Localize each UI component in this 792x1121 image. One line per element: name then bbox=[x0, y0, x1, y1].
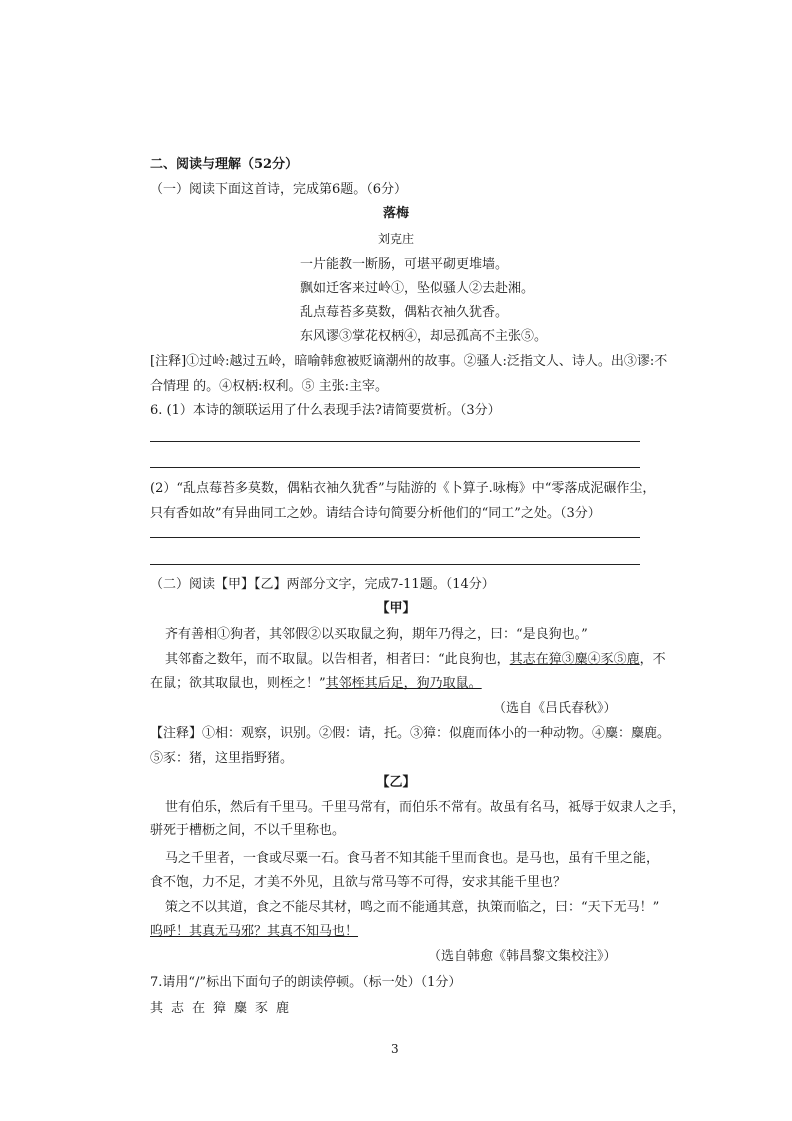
question-7: 7.请用“/”标出下面句子的朗读停顿。（标一处）（1分） bbox=[150, 975, 462, 990]
yi-paragraph-1-line2: 骈死于槽枥之间，不以千里称也。 bbox=[150, 823, 346, 838]
yi-paragraph-2-line1: 马之千里者，一食或尽粟一石。食马者不知其能千里而食也。是马也，虽有千里之能， bbox=[165, 851, 660, 866]
answer-line[interactable] bbox=[150, 467, 640, 468]
section-heading: 二、阅读与理解（52分） bbox=[150, 157, 299, 172]
jia-text: 在鼠；欲其取鼠也，则桎之！” bbox=[150, 676, 326, 691]
poem-notes-line2: 合情理 的。④权柄:权利。⑤ 主张:主宰。 bbox=[150, 379, 389, 394]
jia-notes-line1: 【注释】①相：观察，识别。②假：请，托。③獐：似鹿而体小的一种动物。④麋：麋鹿。 bbox=[150, 726, 671, 741]
part2-instruction: （二）阅读【甲】【乙】两部分文字，完成7-11题。（14分） bbox=[150, 577, 495, 592]
answer-line[interactable] bbox=[150, 441, 640, 442]
poem-line: 乱点莓苔多莫数，偶粘衣袖久犹香。 bbox=[300, 305, 509, 320]
yi-paragraph-1-line1: 世有伯乐，然后有千里马。千里马常有，而伯乐不常有。故虽有名马，祗辱于奴隶人之手， bbox=[165, 800, 686, 815]
poem-notes-line1: [注释]①过岭:越过五岭，暗喻韩愈被贬谪潮州的故事。②骚人:泛指文人、诗人。出③谬:不 bbox=[150, 354, 668, 369]
answer-line[interactable] bbox=[150, 564, 640, 565]
poem-line: 一片能教一断肠，可堪平砌更堆墙。 bbox=[300, 257, 509, 272]
poem-line: 东风谬③掌花权柄④，却忌孤高不主张⑤。 bbox=[300, 329, 548, 344]
jia-paragraph-2-line2 bbox=[150, 675, 482, 693]
jia-text: ，不 bbox=[639, 652, 666, 667]
underlined-sentence: 其邻桎其后足，狗乃取鼠。 bbox=[325, 676, 482, 691]
poem-title: 落梅 bbox=[382, 206, 409, 221]
jia-paragraph-2-line1 bbox=[165, 651, 666, 669]
yi-source: （选自韩愈《韩昌黎文集校注》） bbox=[428, 949, 617, 964]
question-7-sentence[interactable]: 其志在獐麋豕鹿 bbox=[150, 1001, 298, 1016]
part1-instruction: （一）阅读下面这首诗，完成第6题。（6分） bbox=[150, 182, 408, 197]
yi-paragraph-2-line2: 食不饱，力不足，才美不外见，且欲与常马等不可得，安求其能千里也？ bbox=[150, 875, 567, 890]
page-number: 3 bbox=[391, 1042, 399, 1056]
jia-source: （选自《吕氏春秋》） bbox=[493, 701, 617, 716]
question-6-2-line2: 只有香如故”有异曲同工之妙。请结合诗句简要分析他们的“同工”之处。（3分） bbox=[150, 506, 601, 521]
answer-line[interactable] bbox=[150, 537, 640, 538]
jia-heading: 【甲】 bbox=[376, 601, 416, 616]
jia-paragraph-1: 齐有善相①狗者，其邻假②以买取鼠之狗，期年乃得之，曰：“是良狗也。” bbox=[165, 627, 588, 642]
question-6-2-line1: (2）“乱点莓苔多莫数，偶粘衣袖久犹香”与陆游的《卜算子.咏梅》中“零落成泥碾作尘， bbox=[150, 481, 656, 496]
jia-notes-line2: ⑤豕：猪，这里指野猪。 bbox=[150, 751, 294, 766]
question-6-1: 6. (1）本诗的颔联运用了什么表现手法?请简要赏析。（3分） bbox=[150, 403, 501, 418]
yi-paragraph-3-line2: 呜呼！其真无马邪？其真不知马也！ bbox=[150, 924, 359, 939]
poem-author: 刘克庄 bbox=[377, 232, 414, 246]
poem-line: 飘如迁客来过岭①，坠似骚人②去赴湘。 bbox=[300, 281, 535, 296]
underlined-phrase: 其志在獐③麋④豕⑤鹿 bbox=[509, 652, 640, 667]
yi-heading: 【乙】 bbox=[376, 775, 416, 790]
jia-text: 其邻畜之数年，而不取鼠。以告相者，相者曰：“此良狗也， bbox=[165, 652, 510, 667]
yi-paragraph-3-line1: 策之不以其道，食之不能尽其材，鸣之而不能通其意，执策而临之，曰：“天下无马！” bbox=[165, 900, 660, 915]
